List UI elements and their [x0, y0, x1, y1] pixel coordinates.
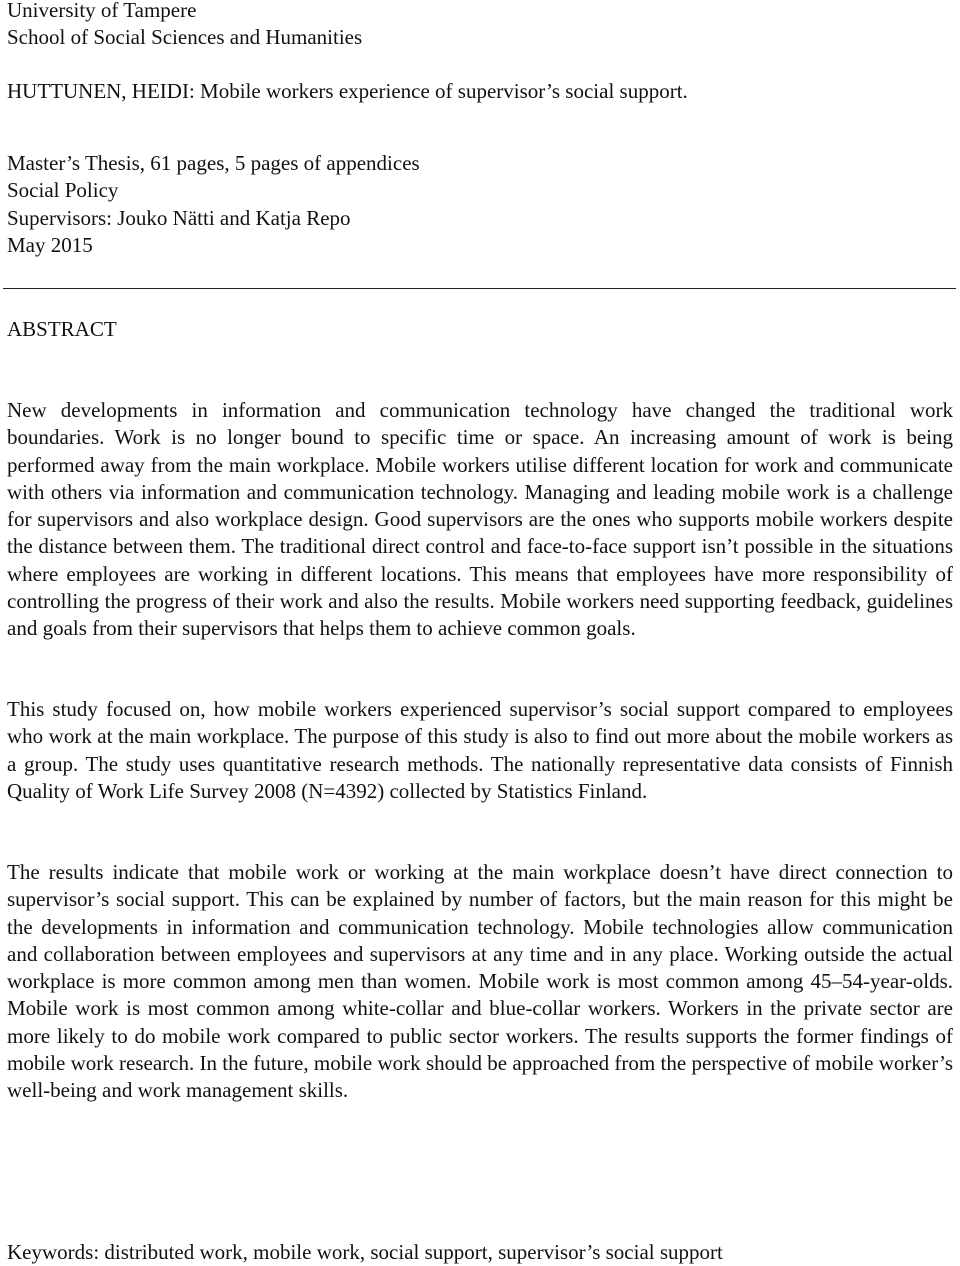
date: May 2015	[7, 233, 93, 257]
abstract-heading: ABSTRACT	[7, 317, 117, 341]
thesis-info: Master’s Thesis, 61 pages, 5 pages of appendices	[7, 151, 420, 175]
divider	[3, 288, 956, 289]
keywords: Keywords: distributed work, mobile work, social support, supervisor’s social support	[7, 1240, 723, 1264]
school-name: School of Social Sciences and Humanities	[7, 25, 363, 49]
author-title: HUTTUNEN, HEIDI: Mobile workers experience of supervisor’s social support.	[7, 79, 688, 103]
abstract-paragraph-2: This study focused on, how mobile workers experienced supervisor’s social support compared to employees who work at the main workplace. The purpose of this study is also to find out more about the mobile workers as a group. The study uses quantitative research methods. The nationally representative data consists of Finnish Quality of Work Life Survey 2008 (N=4392) collected by Statistics Finland.	[7, 697, 953, 803]
supervisors: Supervisors: Jouko Nätti and Katja Repo	[7, 206, 351, 230]
university-name: University of Tampere	[7, 0, 197, 22]
abstract-paragraph-3: The results indicate that mobile work or working at the main workplace doesn’t have direct connection to supervisor’s social support. This can be explained by number of factors, but the main reason for this might be the developments in information and communication technology. Mobile technologies allow communication and collaboration between employees and supervisors at any time and in any place. Working outside the actual workplace is more common among men than women. Mobile work is most common among 45–54-year-olds. Mobile work is most common among white-collar and blue-collar workers. Workers in the private sector are more likely to do mobile work compared to public sector workers. The results supports the former findings of mobile work research. In the future, mobile work should be approached from the perspective of mobile worker’s well-being and work management skills.	[7, 860, 953, 1102]
subject: Social Policy	[7, 178, 119, 202]
abstract-paragraph-1: New developments in information and communication technology have changed the traditional work boundaries. Work is no longer bound to specific time or space. An increasing amount of work is being performed away from the main workplace. Mobile workers utilise different location for work and communicate with others via information and communication technology. Managing and leading mobile work is a challenge for supervisors and also workplace design. Good supervisors are the ones who supports mobile workers despite the distance between them. The traditional direct control and face-to-face support isn’t possible in the situations where employees are working in different locations. This means that employees have more responsibility of controlling the progress of their work and also the results. Mobile workers need supporting feedback, guidelines and goals from their supervisors that helps them to achieve common goals.	[7, 398, 953, 640]
